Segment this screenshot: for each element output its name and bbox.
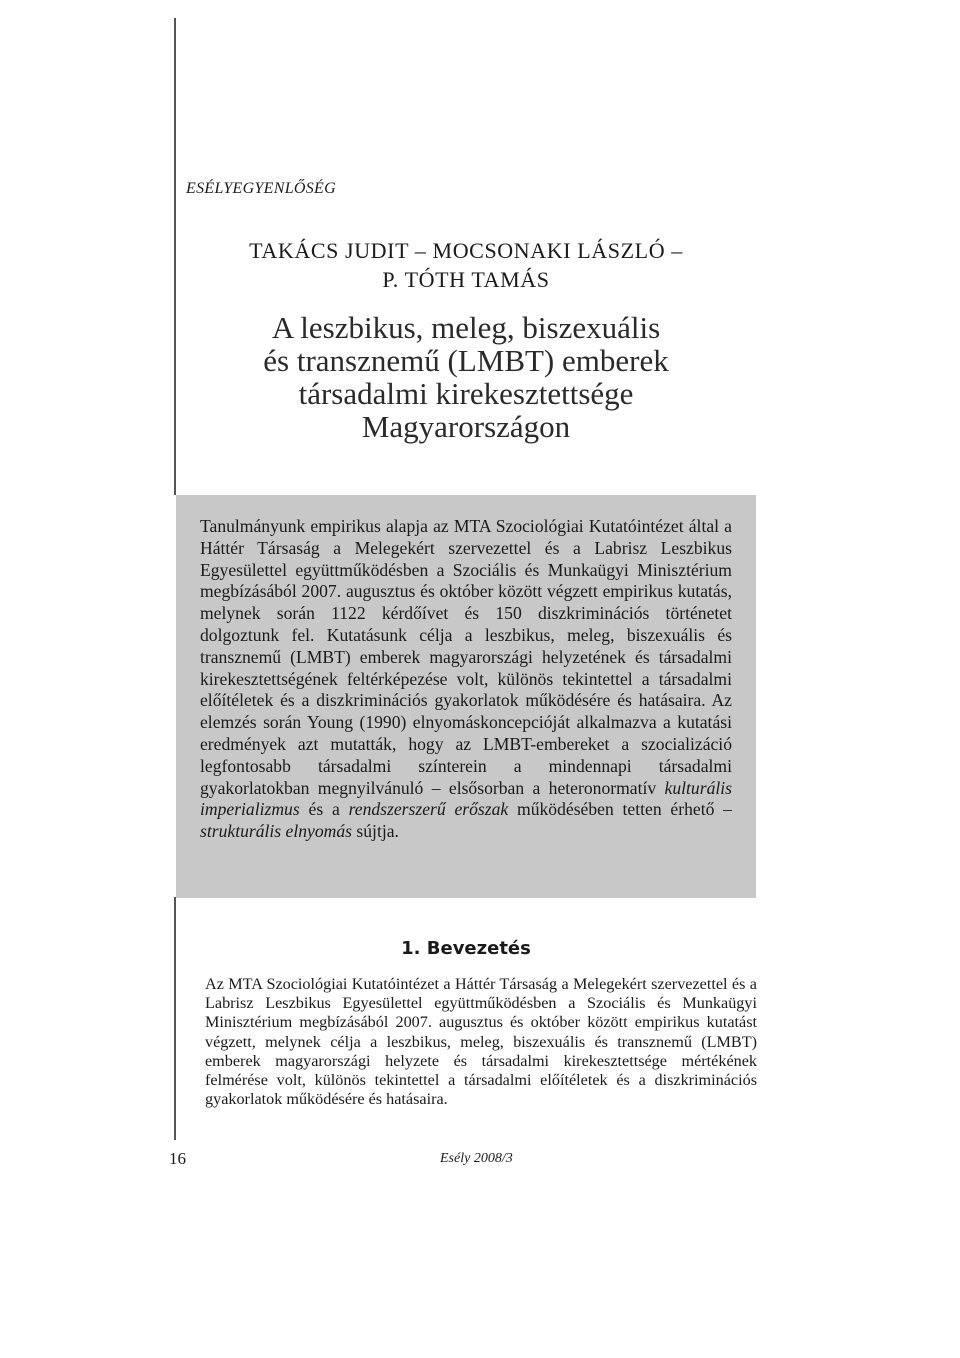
footer-journal: Esély 2008/3 <box>440 1151 513 1166</box>
abstract-part-3: működésében tetten érhető – <box>517 799 732 820</box>
title-line-4: Magyarországon <box>361 409 571 444</box>
abstract-emphasis-3: strukturális elnyomás <box>200 821 352 842</box>
title-line-2: és transznemű (LMBT) emberek <box>263 343 669 378</box>
section-label: ESÉLYEGYENLŐSÉG <box>186 180 336 197</box>
margin-rule-bottom <box>174 897 176 1140</box>
body-paragraph: Az MTA Szociológiai Kutatóintézet a Háttér Társaság a Melegekért szervezettel és a Labrisz Leszbikus Egyesülettel együttműködésben a Szociális és Munkaügyi Minisztérium megbízásából 2007. augusztus és október között empirikus kutatást végzett, melynek célja a leszbikus, meleg, biszexuális és transznemű (LMBT) emberek magyarországi helyzete és társadalmi kirekesztettsége mértékének felmérése volt, különös tekintettel a társadalmi előítéletek és a diszkriminációs gyakorlatok működésére és hatásaira. <box>205 975 757 1109</box>
article-title <box>176 311 756 443</box>
abstract-part-2: és a <box>308 799 340 820</box>
abstract-part-1: Tanulmányunk empirikus alapja az MTA Szociológiai Kutatóintézet által a Háttér Társaság a Melegekért szervezettel és a Labrisz Leszbikus Egyesülettel együttműködésben a Szociális és Munkaügyi Minisztérium megbízásából 2007. augusztus és október között végzett empirikus kutatás, melynek során 1122 kérdőívet és 150 diszkriminációs történetet dolgoztunk fel. Kutatásunk célja a leszbikus, meleg, biszexuális és transznemű (LMBT) emberek magyarországi helyzetének és társadalmi kirekesztettségének feltérképezése volt, különös tekintettel a társadalmi előítéletek és a diszkriminációs gyakorlatok működésére és hatásaira. Az elemzés során Young (1990) elnyomáskoncepcióját alkalmazva a kutatási eredmények azt mutatták, hogy az LMBT-embereket a szocializáció legfontosabb társadalmi színterein a mindennapi társadalmi gyakorlatokban megnyilvánuló – elsősorban a heteronormatív <box>200 516 732 798</box>
page-number: 16 <box>169 1149 186 1168</box>
abstract-emphasis-2: rendszerszerű erőszak <box>348 799 509 820</box>
abstract-emphasis-1: kulturális imperializmus <box>200 777 732 820</box>
section-heading: 1. Bevezetés <box>401 938 531 959</box>
authors-line-2: P. TÓTH TAMÁS <box>382 267 550 292</box>
abstract-part-4: sújtja. <box>356 821 399 842</box>
authors-line-1: TAKÁCS JUDIT – MOCSONAKI LÁSZLÓ – <box>249 238 683 263</box>
title-line-1: A leszbikus, meleg, biszexuális <box>271 310 661 345</box>
title-line-3: társadalmi kirekesztettsége <box>298 376 634 411</box>
authors <box>176 236 756 294</box>
abstract-text <box>200 516 732 843</box>
